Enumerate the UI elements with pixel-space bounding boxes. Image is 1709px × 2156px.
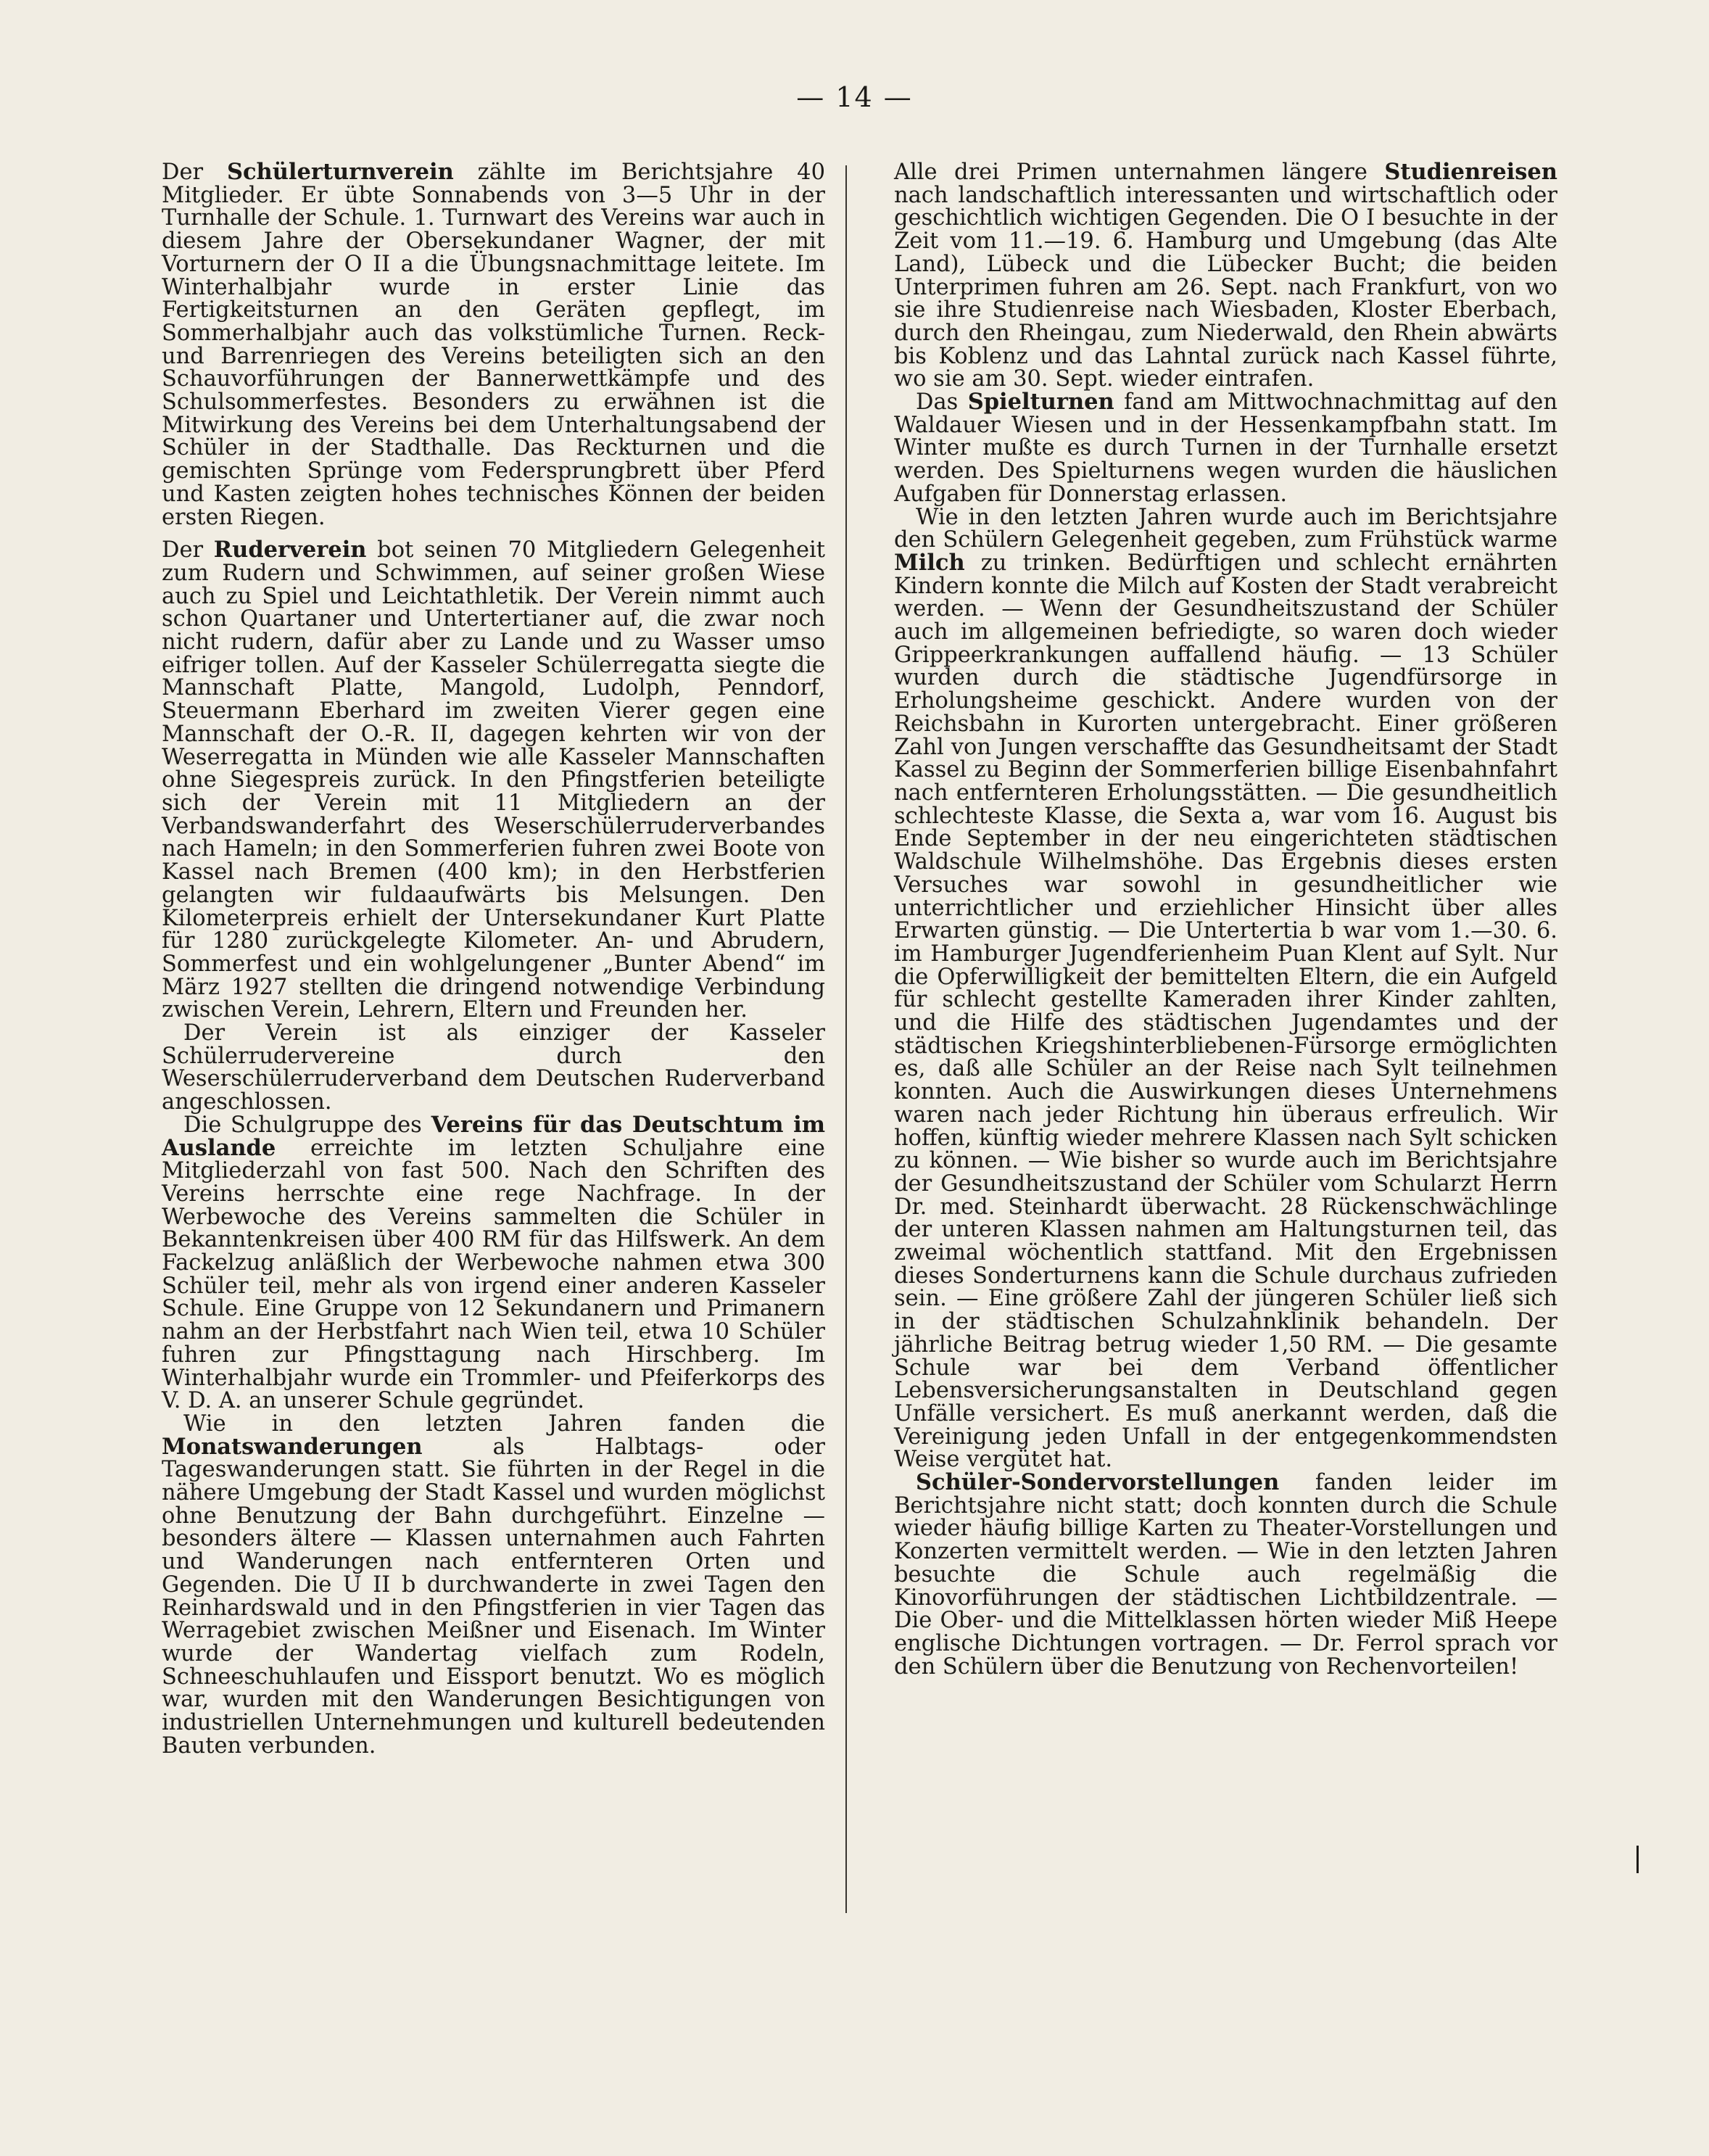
paragraph-heading: Studienreisen <box>1384 159 1557 185</box>
page-number: — 14 — <box>796 81 913 113</box>
paragraph-schuelerturnverein <box>162 161 825 529</box>
paragraph-lead: Alle drei Primen unternahmen längere <box>894 160 1385 185</box>
paragraph-body: fand am Mittwochnachmittag auf den Waldauer Wiesen und in der Hessenkampfbahn statt. Im Winter mußte es durch Turnen in der Turnhalle ersetzt werden. Des Spielturnens wegen wurden die häuslichen Aufgaben für Donnerstag erlassen. <box>894 389 1557 507</box>
paragraph-studienreisen <box>894 161 1557 391</box>
paragraph-lead: Der <box>162 537 214 563</box>
paragraph-milch-gesundheit <box>894 506 1557 1472</box>
paragraph-body: Der Verein ist als einziger der Kasseler Schülerrudervereine durch den Weserschülerruderverband dem Deutschen Ruderverband angeschlossen. <box>162 1020 825 1115</box>
paragraph-body: zu trinken. Bedürftigen und schlecht ernährten Kindern konnte die Milch auf Kosten der Stadt verabreicht werden. — Wenn der Gesundheitszustand der Schüler auch im allgemeinen befriedigte, so waren doch wieder Grippeerkrankungen auffallend häufig. — 13 Schüler wurden durch die städtische Jugendfürsorge in Erholungsheime geschickt. Andere wurden von der Reichsbahn in Kurorten untergebracht. Einer größeren Zahl von Jungen verschaffte das Gesundheitsamt der Stadt Kassel zu Beginn der Sommerferien billige Eisenbahnfahrt nach entfernteren Erholungsstätten. — Die gesundheitlich schlechteste Klasse, die Sexta a, war vom 16. August bis Ende September in der neu eingerichteten städtischen Waldschule Wilhelmshöhe. Das Ergebnis dieses ersten Versuches war sowohl in gesundheitlicher wie unterrichtlicher und erziehlicher Hinsicht über alles Erwarten günstig. — Die Untertertia b war vom 1.—30. 6. im Hamburger Jugendferienheim Puan Klent auf Sylt. Nur die Opferwilligkeit der bemittelten Eltern, die ein Aufgeld für schlecht gestellte Kameraden ihrer Kinder zahlten, und die Hilfe des städtischen Jugendamtes und der städtischen Kriegshinterbliebenen-Fürsorge ermöglichten es, daß alle Schüler an der Reise nach Sylt teilnehmen konnten. Auch die Auswirkungen dieses Unternehmens waren nach jeder Richtung hin überaus erfreulich. Wir hoffen, künftig wieder mehrere Klassen nach Sylt schicken zu können. — Wie bisher so wurde auch im Berichtsjahre der Gesundheitszustand der Schüler vom Schularzt Herrn Dr. med. Steinhardt überwacht. 28 Rückenschwächlinge der unteren Klassen nahmen am Haltungsturnen teil, das zweimal wöchentlich stattfand. Mit den Ergebnissen dieses Sonderturnens kann die Schule durchaus zufrieden sein. — Eine größere Zahl der jüngeren Schüler ließ sich in der städtischen Schulzahnklinik behandeln. Der jährliche Beitrag betrug wieder 1,50 RM. — Die gesamte Schule war bei dem Verband öffentlicher Lebensversicherungsanstalten in Deutschland gegen Unfälle versichert. Es muß anerkannt werden, daß die Vereinigung jeden Unfall in der entgegenkommendsten Weise vergütet hat. <box>894 550 1557 1473</box>
paragraph-sondervorstellungen <box>894 1471 1557 1678</box>
paragraph-body: bot seinen 70 Mitgliedern Gelegenheit zum Rudern und Schwimmen, auf seiner großen Wiese auch zu Spiel und Leichtathletik. Der Verein nimmt auch schon Quartaner und Untertertianer auf, die zwar noch nicht rudern, dafür aber zu Lande und zu Wasser umso eifriger tollen. Auf der Kasseler Schülerregatta siegte die Mannschaft Platte, Mangold, Ludolph, Penndorf, Steuermann Eberhard im zweiten Vierer gegen eine Mannschaft der O.-R. II, dagegen kehrten wir von der Weserregatta in Münden wie alle Kasseler Mannschaften ohne Siegespreis zurück. In den Pfingstferien beteiligte sich der Verein mit 11 Mitgliedern an der Verbandswanderfahrt des Weserschülerruderverbandes nach Hameln; in den Sommerferien fuhren zwei Boote von Kassel nach Bremen (400 km); in den Herbstferien gelangten wir fuldaaufwärts bis Melsungen. Den Kilometerpreis erhielt der Untersekundaner Kurt Platte für 1280 zurückgelegte Kilometer. An- und Abrudern, Sommerfest und ein wohlgelungener „Bunter Abend“ im März 1927 stellten die dringend notwendige Verbindung zwischen Verein, Lehrern, Eltern und Freunden her. <box>162 537 826 1023</box>
paragraph-lead: Wie in den letzten Jahren wurde auch im Berichtsjahre den Schülern Gelegenheit gegeben, zum Frühstück warme <box>894 504 1557 553</box>
column-divider <box>845 165 847 1913</box>
paragraph-lead: Wie in den letzten Jahren fanden die <box>183 1411 825 1437</box>
paragraph-spielturnen <box>894 391 1557 506</box>
paragraph-vda <box>162 1111 825 1414</box>
paragraph-heading: Vereins für das Deutschtum im Auslande <box>162 1111 825 1161</box>
paragraph-heading: Milch <box>894 549 965 576</box>
paragraph-body: zählte im Berichtsjahre 40 Mitglieder. Er übte Sonnabends von 3—5 Uhr in der Turnhalle der Schule. 1. Turnwart des Vereins war auch in diesem Jahre der Obersekundaner Wagner, der mit Vorturnern der O II a die Übungsnachmittage leitete. Im Winterhalbjahr wurde in erster Linie das Fertigkeitsturnen an den Geräten gepflegt, im Sommerhalbjahr auch das volkstümliche Turnen. Reck- und Barrenriegen des Vereins beteiligten sich an den Schauvorführungen der Bannerwettkämpfe und des Schulsommerfestes. Besonders zu erwähnen ist die Mitwirkung des Vereins bei dem Unterhaltungsabend der Schüler in der Stadthalle. Das Reckturnen und die gemischten Sprünge vom Federsprungbrett über Pferd und Kasten zeigten hohes technisches Können der beiden ersten Riegen. <box>162 160 825 530</box>
right-column <box>894 161 1557 1678</box>
paragraph-ruderverband <box>162 1022 825 1114</box>
paragraph-monatswanderungen <box>162 1413 825 1758</box>
paragraph-body: als Halbtags- oder Tageswanderungen statt. Sie führten in der Regel in die nähere Umgebung der Stadt Kassel und wurden möglichst ohne Benutzung der Bahn durchgeführt. Einzelne — besonders ältere — Klassen unternahmen auch Fahrten und Wanderungen nach entfernteren Orten und Gegenden. Die U II b durchwanderte in zwei Tagen den Reinhardswald und in den Pfingstferien in vier Tagen das Werragebiet zwischen Meißner und Eisenach. Im Winter wurde der Wandertag vielfach zum Rodeln, Schneeschuhlaufen und Eissport benutzt. Wo es möglich war, wurden mit den Wanderungen Besichtigungen von industriellen Unternehmungen und kulturell bedeutenden Bauten verbunden. <box>162 1434 825 1759</box>
paragraph-body: nach landschaftlich interessanten und wirtschaftlich oder geschichtlich wichtigen Gegenden. Die O I besuchte in der Zeit vom 11.—19. 6. Hamburg und Umgebung (das Alte Land), Lübeck und die Lübecker Bucht; die beiden Unterprimen fuhren am 26. Sept. nach Frankfurt, von wo sie ihre Studienreise nach Wiesbaden, Kloster Eberbach, durch den Rheingau, zum Niederwald, den Rhein abwärts bis Koblenz und das Lahntal zurück nach Kassel führte, wo sie am 30. Sept. wieder eintrafen. <box>894 182 1557 392</box>
paragraph-body: erreichte im letzten Schuljahre eine Mitgliederzahl von fast 500. Nach den Schriften des Vereins herrschte eine rege Nachfrage. In der Werbewoche des Vereins sammelten die Schüler in Bekanntenkreisen über 400 RM für das Hilfswerk. An dem Fackelzug anläßlich der Werbewoche nahmen etwa 300 Schüler teil, mehr als von irgend einer anderen Kasseler Schule. Eine Gruppe von 12 Sekundanern und Primanern nahm an der Herbstfahrt nach Wien teil, etwa 10 Schüler fuhren zur Pfingsttagung nach Hirschberg. Im Winterhalbjahr wurde ein Trommler- und Pfeiferkorps des V. D. A. an unserer Schule gegründet. <box>162 1135 825 1414</box>
paragraph-heading: Monatswanderungen <box>162 1433 423 1460</box>
margin-mark <box>1636 1846 1639 1873</box>
paragraph-lead: Die Schulgruppe des <box>183 1112 431 1138</box>
paragraph-ruderverein <box>162 539 825 1022</box>
paragraph-body: fanden leider im Berichtsjahre nicht statt; doch konnten durch die Schule wieder häufig billige Karten zu Theater-Vorstellungen und Konzerten vermittelt werden. — Wie in den letzten Jahren besuchte die Schule auch regelmäßig die Kinovorführungen der städtischen Lichtbildzentrale. — Die Ober- und die Mittelklassen hörten wieder Miß Heepe englische Dichtungen vortragen. — Dr. Ferrol sprach vor den Schülern über die Benutzung von Rechenvorteilen! <box>894 1470 1557 1680</box>
paragraph-heading: Schülerturnverein <box>226 159 454 185</box>
paragraph-lead: Der <box>162 160 227 185</box>
left-column <box>162 161 825 1758</box>
paragraph-heading: Spielturnen <box>967 389 1114 416</box>
paragraph-heading: Ruderverein <box>213 537 367 563</box>
paragraph-heading: Schüler-Sondervorstellungen <box>916 1469 1280 1496</box>
paragraph-lead: Das <box>916 389 968 416</box>
